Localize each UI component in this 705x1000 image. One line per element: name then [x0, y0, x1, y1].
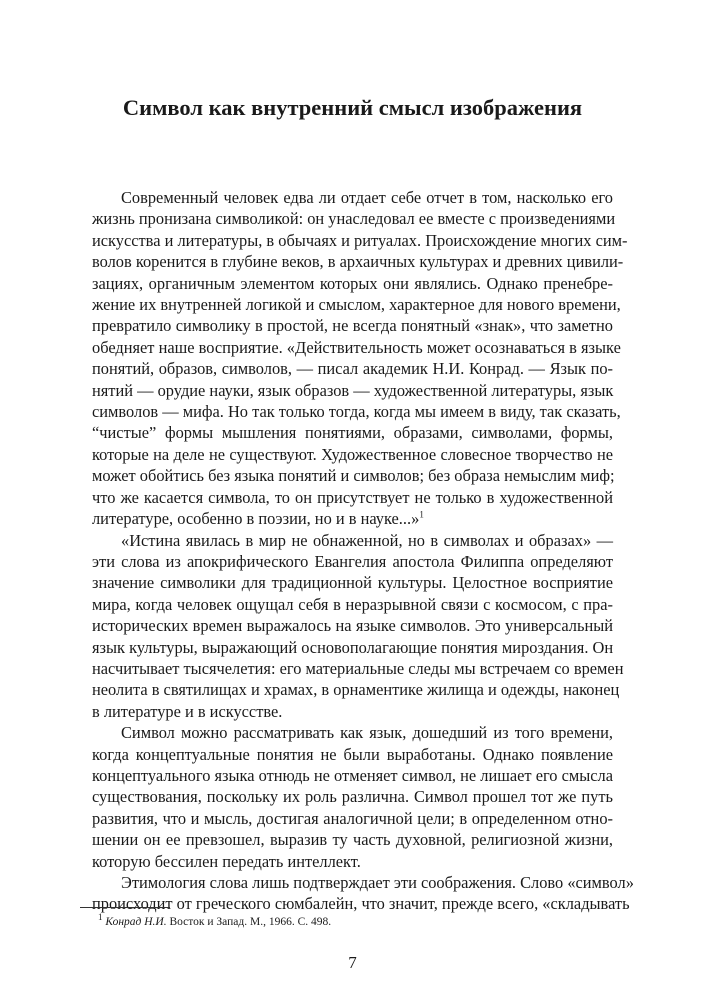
text-line	[92, 679, 620, 700]
line-text: происходит от греческого сюмбалейн, что значит, прежде всего, «складывать	[92, 894, 630, 914]
line-text: волов коренится в глубине веков, в архаичных культурах и древних цивили-	[92, 252, 624, 272]
text-line	[92, 465, 613, 486]
line-text: исторических времен выражалось на языке символов. Это универсальный	[92, 616, 613, 636]
line-text: символов — мифа. Но так только тогда, когда мы имеем в виду, так сказать,	[92, 402, 621, 422]
text-line	[92, 273, 613, 294]
body-text	[92, 187, 634, 915]
line-text: «Истина явилась в мир не обнаженной, но в символах и образах» —	[121, 530, 613, 550]
footnote-divider	[80, 907, 170, 908]
line-text: концептуального языка отнюдь не отменяет символ, не лишает его смысла	[92, 765, 613, 785]
footnote-reference[interactable]: 1	[419, 509, 424, 520]
line-text: жение их внутренней логикой и смыслом, характерное для нового времени,	[92, 295, 621, 315]
text-line	[92, 315, 613, 336]
text-line	[92, 487, 613, 508]
line-text: обедняет наше восприятие. «Действительность может осознаваться в языке	[92, 337, 621, 357]
line-text: развития, что и мысль, достигая аналогичной цели; в определенном отно-	[92, 808, 613, 828]
line-text: значение символики для традиционной культуры. Целостное восприятие	[92, 573, 613, 593]
footnote	[98, 912, 332, 928]
line-text: насчитывает тысячелетия: его материальные следы мы встречаем со времен	[92, 658, 624, 678]
text-line	[92, 530, 613, 551]
text-line	[92, 829, 613, 850]
text-line	[92, 851, 613, 872]
line-text: существования, поскольку их роль различна. Символ прошел тот же путь	[92, 787, 613, 807]
text-line	[92, 872, 634, 893]
text-line	[92, 187, 613, 208]
text-line	[92, 444, 613, 465]
text-line	[92, 658, 624, 679]
line-text: мира, когда человек ощущал себя в неразрывной связи с космосом, с пра-	[92, 594, 613, 614]
footnote-number: 1	[98, 912, 103, 923]
text-line	[92, 358, 613, 379]
text-line	[92, 294, 621, 315]
line-text: превратило символику в простой, не всегда понятный «знак», что заметно	[92, 316, 613, 336]
page-number: 7	[348, 953, 357, 972]
chapter-title: Символ как внутренний смысл изображения	[122, 95, 583, 121]
line-text: “чистые” формы мышления понятиями, образами, символами, формы,	[92, 423, 613, 443]
text-line	[92, 337, 621, 358]
line-text: может обойтись без языка понятий и символов; без образа немыслим миф;	[92, 466, 615, 486]
line-text: в литературе и в искусстве.	[92, 701, 283, 721]
line-text: эти слова из апокрифического Евангелия апостола Филиппа определяют	[92, 551, 613, 571]
text-line	[92, 422, 613, 443]
text-line	[92, 401, 621, 422]
line-text: литературе, особенно в поэзии, но и в науке...»	[92, 509, 420, 529]
text-line	[92, 808, 613, 829]
line-text: жизнь пронизана символикой: он унаследовал ее вместе с произведениями	[92, 209, 616, 229]
text-line	[92, 637, 613, 658]
line-text: нятий — орудие науки, язык образов — художественной литературы, язык	[92, 380, 614, 400]
line-text: которые на деле не существуют. Художественное словесное творчество не	[92, 444, 613, 464]
text-line	[92, 615, 613, 636]
line-text: Символ можно рассматривать как язык, дошедший из того времени,	[121, 723, 613, 743]
text-line	[92, 251, 624, 272]
text-line	[92, 786, 613, 807]
line-text: шении он ее превзошел, выразив ту часть духовной, религиозной жизни,	[92, 830, 613, 850]
text-line	[92, 744, 613, 765]
line-text: зациях, органичным элементом которых они являлись. Однако пренебре-	[92, 273, 613, 293]
line-text: что же касается символа, то он присутствует не только в художественной	[92, 487, 613, 507]
text-line	[92, 551, 613, 572]
text-line	[92, 380, 613, 401]
footnote-author: Конрад Н.И.	[105, 916, 167, 928]
line-text: Современный человек едва ли отдает себе отчет в том, насколько его	[121, 188, 613, 207]
line-text: неолита в святилищах и храмах, в орнаментике жилища и одежды, наконец	[92, 680, 620, 700]
text-line	[92, 594, 613, 615]
text-line	[92, 230, 628, 251]
line-text: понятий, образов, символов, — писал академик Н.И. Конрад. — Язык по-	[92, 359, 613, 379]
line-text: Этимология слова лишь подтверждает эти соображения. Слово «символ»	[121, 873, 634, 892]
text-line	[92, 765, 613, 786]
text-line	[92, 722, 613, 743]
footnote-text: Восток и Запад. М., 1966. С. 498.	[169, 916, 332, 928]
line-text: которую бессилен передать интеллект.	[92, 851, 361, 871]
line-text: когда концептуальные понятия не были выработаны. Однако появление	[92, 744, 613, 764]
text-line	[92, 508, 613, 529]
line-text: язык культуры, выражающий основополагающие понятия мироздания. Он	[92, 637, 614, 657]
text-line	[92, 701, 613, 722]
text-line	[92, 893, 630, 914]
text-line	[92, 572, 613, 593]
text-line	[92, 208, 616, 229]
line-text: искусства и литературы, в обычаях и ритуалах. Происхождение многих сим-	[92, 230, 628, 250]
